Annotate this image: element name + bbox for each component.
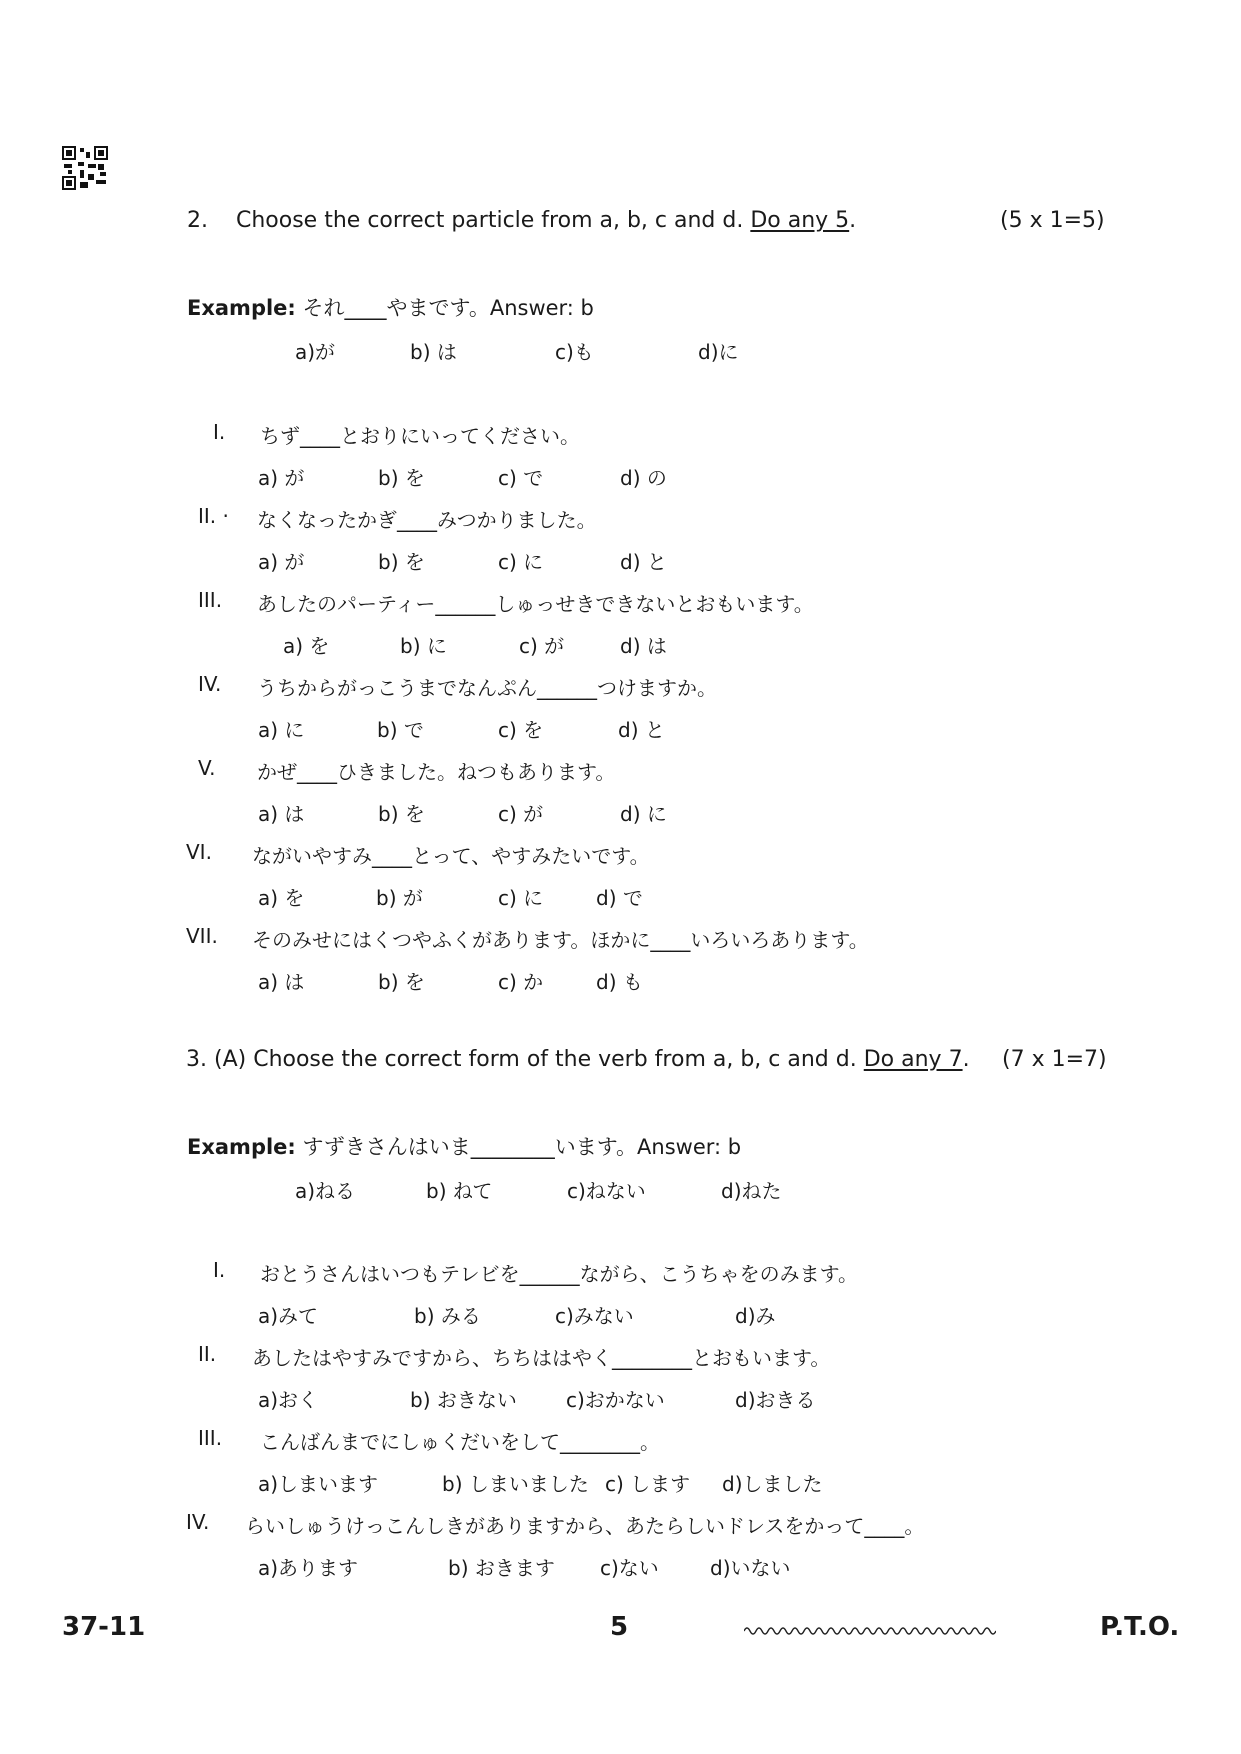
option: b) を (378, 550, 425, 574)
example-option: a)ねる (295, 1179, 356, 1203)
option: c) で (498, 466, 544, 490)
question-number: IV. (186, 1510, 210, 1534)
example-option: c)も (555, 340, 594, 364)
section-3-number: 3. (A) (186, 1047, 247, 1072)
example-option: b) ねて (426, 1179, 493, 1203)
example-option: b) は (410, 340, 457, 364)
section-2-example (187, 292, 594, 322)
question-text: なくなったかぎ____みつかりました。 (257, 508, 597, 532)
section-2-instruction: Choose the correct particle from a, b, c and d. (236, 208, 744, 233)
option: b) が (376, 886, 423, 910)
option: b) を (378, 802, 425, 826)
question-text: ながいやすみ____とって、やすみたいです。 (252, 844, 650, 868)
option: c)ない (600, 1556, 659, 1580)
option: a)あります (258, 1556, 359, 1580)
question-number: V. (198, 756, 216, 780)
example-label: Example: (187, 1135, 296, 1159)
option: b) みる (414, 1304, 481, 1328)
question-text: あしたはやすみですから、ちちははやく________とおもいます。 (252, 1346, 831, 1370)
question-number: III. (198, 588, 223, 612)
section-3-heading (186, 1047, 970, 1072)
option: d)しました (722, 1472, 823, 1496)
wavy-line-icon (744, 1624, 996, 1638)
question-text: うちからがっこうまでなんぷん______つけますか。 (257, 676, 717, 700)
option: d)おきる (735, 1388, 816, 1412)
example-option: a)が (295, 340, 336, 364)
question-number: VI. (186, 840, 212, 864)
section-3-marks: (7 x 1=7) (1002, 1047, 1107, 1072)
section-2-period: . (849, 208, 857, 233)
option: a)しまいます (258, 1472, 379, 1496)
question-text: おとうさんはいつもテレビを______ながら、こうちゃをのみます。 (260, 1262, 858, 1286)
section-3-example (187, 1131, 741, 1161)
option: c) が (519, 634, 565, 658)
question-number: III. (198, 1426, 223, 1450)
qr-code-icon (62, 146, 108, 190)
question-text: あしたのパーティー______しゅっせきできないとおもいます。 (257, 592, 814, 616)
pto-label: P.T.O. (1100, 1612, 1180, 1642)
option: b) おきます (448, 1556, 555, 1580)
question-text: かぜ____ひきました。ねつもあります。 (257, 760, 616, 784)
question-text: こんばんまでにしゅくだいをして________。 (260, 1430, 660, 1454)
example-label: Example: (187, 296, 296, 320)
option: b) を (378, 466, 425, 490)
example-option: c)ねない (567, 1179, 646, 1203)
question-text: そのみせにはくつやふくがあります。ほかに____いろいろあります。 (252, 928, 869, 952)
section-3-do-any: Do any 7 (863, 1047, 963, 1072)
example-option: d)ねた (721, 1179, 782, 1203)
question-text: ちず____とおりにいってください。 (260, 424, 580, 448)
option: a) は (258, 970, 305, 994)
option: a) を (258, 886, 305, 910)
option: b) しまいました (442, 1472, 589, 1496)
option: d) で (596, 886, 643, 910)
example-text: すずきさんはいま________います。Answer: b (302, 1135, 742, 1159)
section-2-do-any: Do any 5 (750, 208, 850, 233)
option: d) の (620, 466, 667, 490)
option: a) は (258, 802, 305, 826)
option: d) と (620, 550, 667, 574)
option: c) が (498, 802, 544, 826)
section-2-number: 2. (187, 208, 208, 233)
option: c) を (498, 718, 544, 742)
option: c)みない (555, 1304, 634, 1328)
question-number: II. (198, 1342, 217, 1366)
section-3-instruction: Choose the correct form of the verb from a, b, c and d. (253, 1047, 857, 1072)
question-number: II. · (198, 504, 229, 528)
option: a) が (258, 466, 305, 490)
option: c)おかない (566, 1388, 665, 1412)
question-number: IV. (198, 672, 222, 696)
option: c) します (605, 1472, 691, 1496)
option: a) を (283, 634, 330, 658)
question-number: VII. (186, 924, 218, 948)
option: b) に (400, 634, 447, 658)
section-2-marks: (5 x 1=5) (1000, 208, 1105, 233)
option: d)み (735, 1304, 776, 1328)
option: d) と (618, 718, 665, 742)
example-option: d)に (698, 340, 739, 364)
section-3-period: . (962, 1047, 970, 1072)
option: c) に (498, 550, 544, 574)
section-2-heading (187, 208, 856, 233)
option: b) で (377, 718, 424, 742)
option: a) が (258, 550, 305, 574)
paper-code: 37-11 (62, 1612, 146, 1642)
page-number: 5 (610, 1612, 629, 1642)
option: c) か (498, 970, 544, 994)
option: a)おく (258, 1388, 319, 1412)
question-number: I. (213, 420, 226, 444)
question-text: らいしゅうけっこんしきがありますから、あたらしいドレスをかって____。 (245, 1514, 925, 1538)
option: d) に (620, 802, 667, 826)
option: a)みて (258, 1304, 319, 1328)
option: d)いない (710, 1556, 791, 1580)
option: c) に (498, 886, 544, 910)
option: d) も (596, 970, 643, 994)
option: a) に (258, 718, 305, 742)
option: d) は (620, 634, 667, 658)
example-text: それ____やまです。Answer: b (302, 296, 594, 320)
option: b) おきない (410, 1388, 517, 1412)
question-number: I. (213, 1258, 226, 1282)
option: b) を (378, 970, 425, 994)
